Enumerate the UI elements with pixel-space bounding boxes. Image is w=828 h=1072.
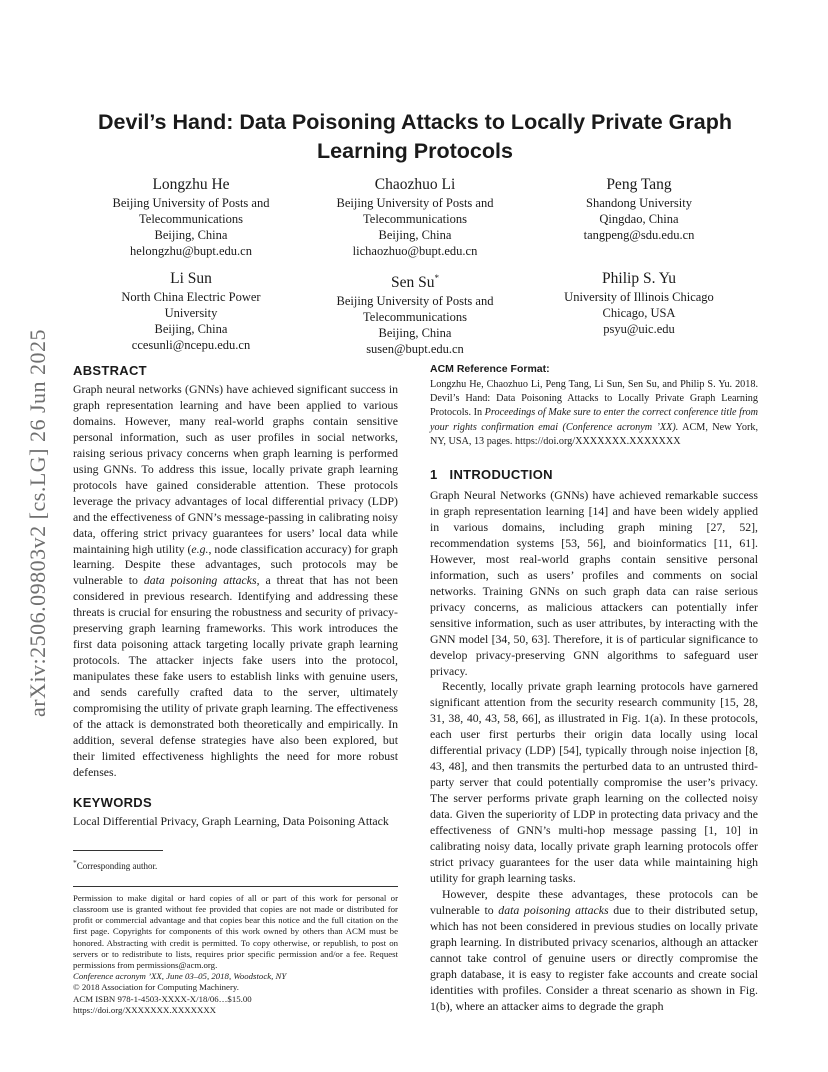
author-email: susen@bupt.edu.cn	[366, 342, 464, 357]
right-column	[430, 363, 758, 1014]
permission-text: Permission to make digital or hard copies of all or part of this work for personal or classroom use is granted without fee provided that copies are not made or distributed for profit or commercial advantage and that copies bear this notice and the full citation on the first page. Copyrights for components of this work owned by others than ACM must be honored. Abstracting with credit is permitted. To copy otherwise, or republish, to post on servers or to redistribute to lists, requires prior specific permission and/or a fee. Request permissions from permissions@acm.org.	[73, 892, 398, 970]
author-affiliation: University	[164, 306, 218, 320]
conference-line: Conference acronym ’XX, June 03–05, 2018, Woodstock, NY	[73, 971, 287, 982]
abstract-emphasis: data poisoning attacks	[143, 573, 257, 588]
abstract-emphasis: e.g.	[191, 541, 209, 556]
abstract-text	[73, 382, 398, 781]
copyright-block	[73, 893, 398, 1016]
author-row	[80, 268, 750, 357]
author-name	[304, 268, 526, 293]
author-location: Beijing, China	[378, 228, 452, 242]
author-name: Longzhu He	[152, 176, 230, 193]
author-name: Peng Tang	[606, 176, 672, 193]
author-email: psyu@uic.edu	[603, 322, 675, 336]
author-location: Beijing, China	[378, 326, 452, 341]
introduction-heading	[430, 467, 758, 482]
section-number: 1	[430, 467, 438, 483]
left-column	[73, 363, 398, 1016]
intro-text-part: due to their distributed setup, which has not been considered in previous studies on locally private graph learning. In distributed privacy scenarios, although an attacker cannot take control of genuine users or directly compromise the graph database, it is easy to register fake accounts and create social identities with profiles. Consider a threat scenario as shown in Fig. 1(b), where an attacker aims to degrade the graph	[430, 902, 758, 1013]
author-email: helongzhu@bupt.edu.cn	[130, 244, 252, 258]
doi-line: https://doi.org/XXXXXXX.XXXXXXX	[73, 1004, 217, 1015]
acm-reference-text	[430, 378, 758, 449]
author-email: ccesunli@ncepu.edu.cn	[131, 338, 251, 352]
author-location: Qingdao, China	[599, 212, 679, 226]
author-location: Chicago, USA	[602, 306, 676, 320]
acm-reference-part: ACM, New York, NY, USA, 13 pages. https://doi.org/XXXXXXX.XXXXXXX	[430, 421, 759, 447]
author-affiliation: University of Illinois Chicago	[564, 290, 714, 304]
author-name: Chaozhuo Li	[374, 176, 456, 193]
copyright-line: © 2018 Association for Computing Machinery.	[73, 982, 239, 993]
author-affiliation: Beijing University of Posts and	[112, 196, 270, 210]
keywords-text: Local Differential Privacy, Graph Learning, Data Poisoning Attack	[73, 813, 389, 828]
corresponding-mark: *	[434, 273, 439, 283]
author	[528, 174, 750, 259]
author-location: Beijing, China	[154, 322, 228, 336]
arxiv-identifier-text: arXiv:2506.09803v2 [cs.LG] 26 Jun 2025	[25, 328, 50, 717]
intro-paragraph	[430, 887, 758, 1015]
footnote-text: Corresponding author.	[76, 860, 158, 871]
intro-paragraph: Recently, locally private graph learning protocols have garnered significant attention from the security research community [15, 28, 31, 38, 40, 43, 58, 66], as illustrated in Fig. 1(a). In these protocols, each user first perturbs their origin data locally using local differential privacy (LDP) [54], typically through noise injection [8, 43, 48], and then transmits the perturbed data to an untrusted third-party server that could potentially compromise the user’s privacy. The server performs private graph learning on the collected noisy data. Given the superiority of LDP in protecting data privacy and the effectiveness of GNN’s multi-hop message passing [1, 10] in calibrating noisy data, locally private graph learning protocols offer strict privacy guarantees for the user data while maintaining high utility for graph learning tasks.	[430, 679, 758, 885]
author	[304, 174, 526, 259]
abstract-heading: ABSTRACT	[73, 363, 147, 378]
abstract-text-part: Graph neural networks (GNNs) have achieved significant success in graph representation learning and have been applied to various domains. However, many real-world graphs contain sensitive personal information, such as user profiles in social networks, raising serious privacy concerns when graph learning is performed using GNNs. To address this issue, locally private graph learning protocols have gained considerable attention. These protocols leverage the privacy advantages of local differential privacy (LDP) and the effectiveness of GNN’s message-passing in calibrating noisy data, offering strict privacy guarantees for users’ local data while maintaining high utility (	[73, 382, 398, 556]
author	[80, 268, 302, 357]
abstract-text-part: , a threat that has not been considered in previous research. Identifying and addressing these threats is crucial for ensuring the robustness and security of privacy-preserving graph learning frameworks. This work introduces the first data poisoning attack targeting locally private graph learning protocols. The attacker injects fake users into the protocol, manipulates these fake users to establish links with genuine users, and sends carefully crafted data to the server, ultimately compromising the utility of private graph learning. The effectiveness of the attack is demonstrated both theoretically and empirically. In addition, several defense strategies have also been explored, but their limited effectiveness highlights the need for more robust defenses.	[73, 573, 398, 779]
author-location: Beijing, China	[154, 228, 228, 242]
intro-emphasis: data poisoning attacks	[498, 902, 609, 917]
author-affiliation: Telecommunications	[139, 212, 243, 226]
acm-reference-heading: ACM Reference Format:	[430, 363, 550, 375]
author	[528, 268, 750, 357]
copyright-divider	[73, 886, 398, 887]
footnote-mark: *	[73, 857, 77, 867]
keywords-heading: KEYWORDS	[73, 794, 152, 810]
abstract-text-part: , node classification accuracy) for graph learning. Despite these advantages, such protocols may be vulnerable to	[73, 541, 398, 588]
author-affiliation: North China Electric Power	[121, 290, 261, 304]
author-affiliation: Telecommunications	[363, 212, 467, 226]
isbn-line: ACM ISBN 978-1-4503-XXXX-X/18/06…$15.00	[73, 993, 252, 1004]
author-name-text: Sen Su	[391, 274, 435, 292]
author-block	[80, 174, 750, 357]
intro-paragraph: Graph Neural Networks (GNNs) have achieved remarkable success in graph representation learning [14] and have been widely applied in various domains, including graph mining [27, 52], recommendation systems [53, 56], and bioinformatics [11, 61]. However, most real-world graphs contain sensitive personal information, such as users’ profiles and comments on social networks. Training GNNs on such graph data can raise serious privacy concerns, as malicious attackers can potentially infer sensitive information, such as user attributes, by interacting with the GNN model [34, 50, 63]. Therefore, it is of particular significance to develop privacy-preserving GNN algorithms to safeguard user privacy.	[430, 488, 758, 678]
footnote	[73, 857, 398, 872]
author-affiliation: Beijing University of Posts and	[336, 294, 494, 309]
arxiv-identifier	[22, 300, 54, 745]
author	[80, 174, 302, 259]
author-affiliation: Shandong University	[586, 196, 692, 210]
author-affiliation: Telecommunications	[363, 310, 467, 325]
author-email: tangpeng@sdu.edu.cn	[583, 228, 695, 242]
author-name: Philip S. Yu	[602, 270, 676, 287]
section-title: INTRODUCTION	[449, 467, 553, 483]
author-email: lichaozhuo@bupt.edu.cn	[352, 244, 478, 258]
footnote-divider	[73, 850, 163, 851]
acm-reference-part: Longzhu He, Chaozhuo Li, Peng Tang, Li Sun, Sen Su, and Philip S. Yu. 2018. Devil’s Hand: Data Poisoning Attacks to Locally Private Graph Learning Protocols. In	[430, 379, 758, 419]
acm-reference-proceedings: Proceedings of Make sure to enter the correct conference title from your rights confirmation emai (Conference acronym ’XX).	[430, 407, 758, 433]
author	[304, 268, 526, 357]
author-name: Li Sun	[170, 270, 212, 287]
author-row	[80, 174, 750, 259]
intro-text-part: However, despite these advantages, these protocols can be vulnerable to	[430, 886, 758, 917]
author-affiliation: Beijing University of Posts and	[336, 196, 494, 210]
paper-title: Devil’s Hand: Data Poisoning Attacks to Locally Private Graph Learning Protocols	[97, 110, 732, 163]
